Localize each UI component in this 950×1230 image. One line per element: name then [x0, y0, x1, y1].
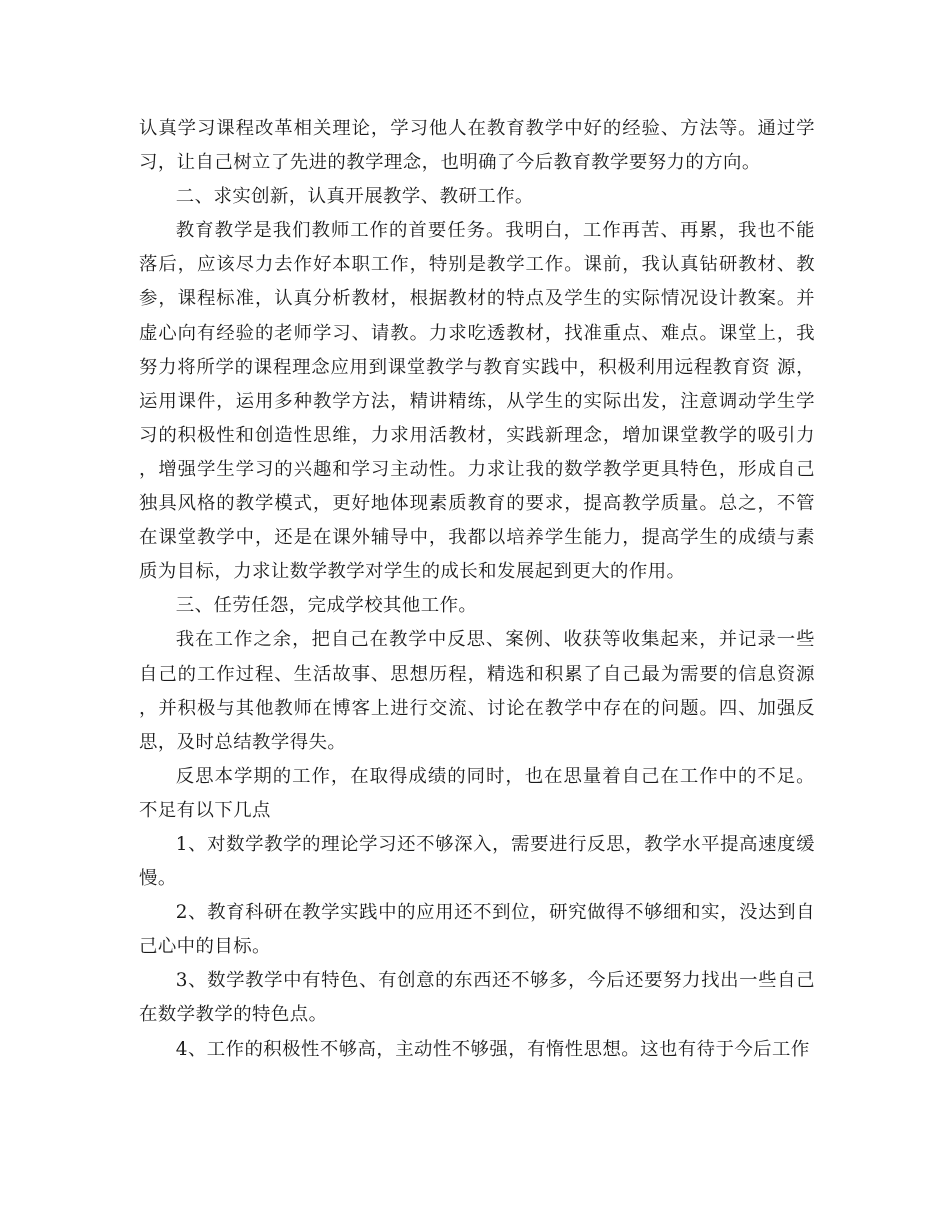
list-item-shortcoming-4: 4、工作的积极性不够高，主动性不够强，有惰性思想。这也有待于今后工作	[175, 1038, 810, 1060]
list-item-shortcoming-2: 2、教育科研在教学实践中的应用还不到位，研究做得不够细和实，没达到自己心中的目标。	[139, 902, 815, 958]
list-item-shortcoming-3: 3、数学教学中有特色、有创意的东西还不够多，今后还要努力找出一些自己在数学教学的特色点。	[139, 970, 815, 1026]
paragraph-teaching-work: 教育教学是我们教师工作的首要任务。我明白，工作再苦、再累，我也不能落后，应该尽力去作好本职工作，特别是教学工作。课前，我认真钻研教材、教参，课程标准，认真分析教材，根据教材的特点及学生的实际情况设计教案。并虚心向有经验的老师学习、请教。力求吃透教材，找准重点、难点。课堂上，我努力将所学的课程理念应用到课堂教学与教育实践中，积极利用远程教育资 源，运用课件，运用多种教学方法，精讲精练，从学生的实际出发，注意调动学生学习的积极性和创造性思维，力求用活教材，实践新理念，增加课堂教学的吸引力，增强学生学习的兴趣和学习主动性。力求让我的数学教学更具特色，形成自己独具风格的教学模式，更好地体现素质教育的要求，提高教学质量。总之，不管在课堂教学中，还是在课外辅导中，我都以培养学生能力，提高学生的成绩与素质为目标，力求让数学教学对学生的成长和发展起到更大的作用。	[139, 220, 815, 583]
paragraph-other-work: 我在工作之余，把自己在教学中反思、案例、收获等收集起来，并记录一些自己的工作过程、生活故事、思想历程，精选和积累了自己最为需要的信息资源，并积极与其他教师在博客上进行交流、讨论在教学中存在的问题。四、加强反思，及时总结教学得失。	[139, 629, 815, 753]
heading-section-three: 三、任劳任怨，完成学校其他工作。	[175, 595, 478, 617]
paragraph-reflection: 反思本学期的工作，在取得成绩的同时，也在思量着自己在工作中的不足。不足有以下几点	[139, 765, 815, 821]
list-item-shortcoming-1: 1、对数学教学的理论学习还不够深入，需要进行反思，教学水平提高速度缓慢。	[139, 833, 815, 890]
paragraph-study-reform: 认真学习课程改革相关理论，学习他人在教育教学中好的经验、方法等。通过学习，让自己树立了先进的教学理念，也明确了今后教育教学要努力的方向。	[139, 118, 815, 174]
document-body	[139, 112, 815, 1067]
heading-section-two: 二、求实创新，认真开展教学、教研工作。	[175, 186, 534, 208]
